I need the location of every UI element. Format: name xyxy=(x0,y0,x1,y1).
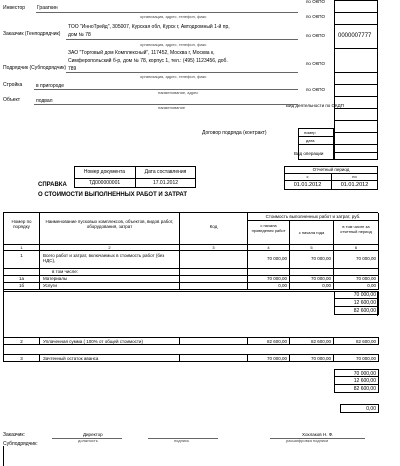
total2-value-0: 70 000,00 xyxy=(334,369,379,377)
col-num-1: 1 xyxy=(4,245,40,251)
table-row-1-c4: 70 000,00 xyxy=(248,251,290,269)
contract-label: Договор подряда (контракт) xyxy=(202,130,267,136)
h-since-start: с начала проведения работ xyxy=(248,221,290,245)
investor-value: Грааткин xyxy=(37,5,58,11)
doc-date: 17.01.2012 xyxy=(152,180,179,186)
h-code: Код xyxy=(180,213,248,245)
table-row-3-num: 3 xyxy=(4,354,40,362)
total1-value-2: 82 600,00 xyxy=(334,307,379,315)
sig-legend-pos: должность xyxy=(78,438,98,443)
doc-title-2: О СТОИМОСТИ ВЫПОЛНЕННЫХ РАБОТ И ЗАТРАТ xyxy=(38,192,188,198)
period-to: 01.01.2012 xyxy=(340,182,369,188)
table-row-2-name: Уплаченная сумма ( 100% от общей стоимости) xyxy=(40,337,180,345)
table-row-incl-name: в том числе: xyxy=(40,269,180,276)
sig-customer-name: Хохлаков Н. Ф. xyxy=(302,432,334,437)
legend-org-2: организация, адрес, телефон, факс xyxy=(140,42,207,47)
table-row-1-c6: 70 000,00 xyxy=(334,251,379,269)
period-from: 01.01.2012 xyxy=(293,182,322,188)
table-row-1a-c5: 70 000,00 xyxy=(290,276,334,283)
doc-title-1: СПРАВКА xyxy=(38,182,67,188)
h-since-year: с начала года xyxy=(290,221,334,245)
table-row-1b-name: Услуги xyxy=(40,283,180,290)
table-row-1b-c6: 0,00 xyxy=(334,283,379,290)
object-label: Объект xyxy=(3,97,21,103)
table-row-1a-name: Материалы xyxy=(40,276,180,283)
doc-number: ТД000000001 xyxy=(88,180,121,186)
col-num-5: 5 xyxy=(290,245,334,251)
table-row-1-name: Всего работ и затрат, включаемых в стоимость работ (без НДС), xyxy=(40,251,180,269)
sig-legend-sign: подпись xyxy=(174,438,190,443)
total2-value-1: 12 600,00 xyxy=(334,377,379,385)
operation-label: Вид операции xyxy=(294,151,324,156)
sig-contractor-label: Субподрядчик: xyxy=(3,441,38,447)
table-row-1b-c4: 0,00 xyxy=(248,283,290,290)
table-row-2-c4: 82 600,00 xyxy=(248,337,290,345)
period-from-label: с xyxy=(306,174,309,179)
total2-value-2: 82 600,00 xyxy=(334,385,379,393)
legend-name-addr: наименование, адрес xyxy=(158,90,199,95)
table-row-3-c6: 70 000,00 xyxy=(334,354,379,362)
site-value: в пригороде xyxy=(36,83,64,89)
legend-org-3: организация, адрес, телефон, факс xyxy=(140,74,207,79)
h-cost-group: Стоимость выполненных работ и затрат, руб. xyxy=(248,213,379,221)
customer-label: Заказчик (Генподрядчик) xyxy=(3,31,61,37)
table-row-1-num: 1 xyxy=(4,251,40,269)
total1-value-1: 12 600,00 xyxy=(334,299,379,307)
contractor-label: Подрядчик (Субподрядчик) xyxy=(3,65,67,71)
col-num-3: 3 xyxy=(180,245,248,251)
contractor-line2: Симферопольский б-р, дом № 78, корпус 1, тел.: (495) 1123456, доб. xyxy=(68,58,228,64)
table-row-1a-c6: 70 000,00 xyxy=(334,276,379,283)
table-row-1-code xyxy=(180,251,248,269)
customer-line1: ТОО "ИнноТрейд", 305007, Курская обл, Курск г, Автодромный 1-й пр, xyxy=(68,24,230,30)
doc-date-header: Дата составления xyxy=(144,169,187,175)
h-period: в том числе за отчетный период xyxy=(334,221,379,245)
total1-value-0: 70 000,00 xyxy=(334,291,379,299)
period-header: Отчетный период xyxy=(312,167,350,172)
legend-org-1: организация, адрес, телефон, факс xyxy=(140,14,207,19)
object-value: подвал xyxy=(36,98,53,104)
okpo-customer-value: 0000007777 xyxy=(338,33,372,39)
okpo-label-investor: по ОКПО xyxy=(306,14,326,19)
investor-label: Инвестор xyxy=(3,5,26,11)
site-label: Стройка xyxy=(3,82,23,88)
table-row-2-c5: 82 600,00 xyxy=(290,337,334,345)
table-row-3-c5: 70 000,00 xyxy=(290,354,334,362)
sig-customer-label: Заказчик: xyxy=(3,432,25,438)
table-row-1-c5: 70 000,00 xyxy=(290,251,334,269)
h-name: Наименование пусковых комплексов, объектов, видов работ, оборудования, затрат xyxy=(40,213,180,245)
col-num-2: 2 xyxy=(40,245,180,251)
okpo-label-customer: по ОКПО xyxy=(306,33,326,38)
okpo-label-contractor: по ОКПО xyxy=(306,61,326,66)
table-row-3-name: Зачтенный остаток аванса xyxy=(40,354,180,362)
period-to-label: по xyxy=(352,174,357,179)
col-num-6: 6 xyxy=(334,245,379,251)
table-row-1a-num: 1а xyxy=(4,276,40,283)
okdp-label: Вид деятельности по ОКДП xyxy=(286,103,344,108)
customer-line2: дом № 78 xyxy=(68,32,91,38)
contractor-line1: ЗАО "Торговый дом Комплексный", 117452, Москва г, Москва к, xyxy=(68,50,215,56)
contractor-line3: 789 xyxy=(68,66,77,72)
table-row-1a-c4: 70 000,00 xyxy=(248,276,290,283)
date-label: дата xyxy=(306,138,315,143)
h-num: Номер по порядку xyxy=(4,213,40,245)
legend-name: наименование xyxy=(158,105,186,110)
pay-value: 0,00 xyxy=(340,404,379,413)
doc-number-header: Номер документа xyxy=(83,169,126,175)
sig-customer-pos: Директор xyxy=(83,432,103,437)
table-row-3-c4: 70 000,00 xyxy=(248,354,290,362)
table-row-1b-num: 1б xyxy=(4,283,40,290)
sig-legend-name: расшифровка подписи xyxy=(286,438,329,443)
number-label: номер xyxy=(304,130,316,135)
okpo-label-site: по ОКПО xyxy=(306,87,326,92)
okpo-label-0: по ОКПО xyxy=(306,0,326,4)
col-num-4: 4 xyxy=(248,245,290,251)
table-row-2-num: 2 xyxy=(4,337,40,345)
table-row-2-c6: 82 600,00 xyxy=(334,337,379,345)
table-row-1b-c5: 0,00 xyxy=(290,283,334,290)
